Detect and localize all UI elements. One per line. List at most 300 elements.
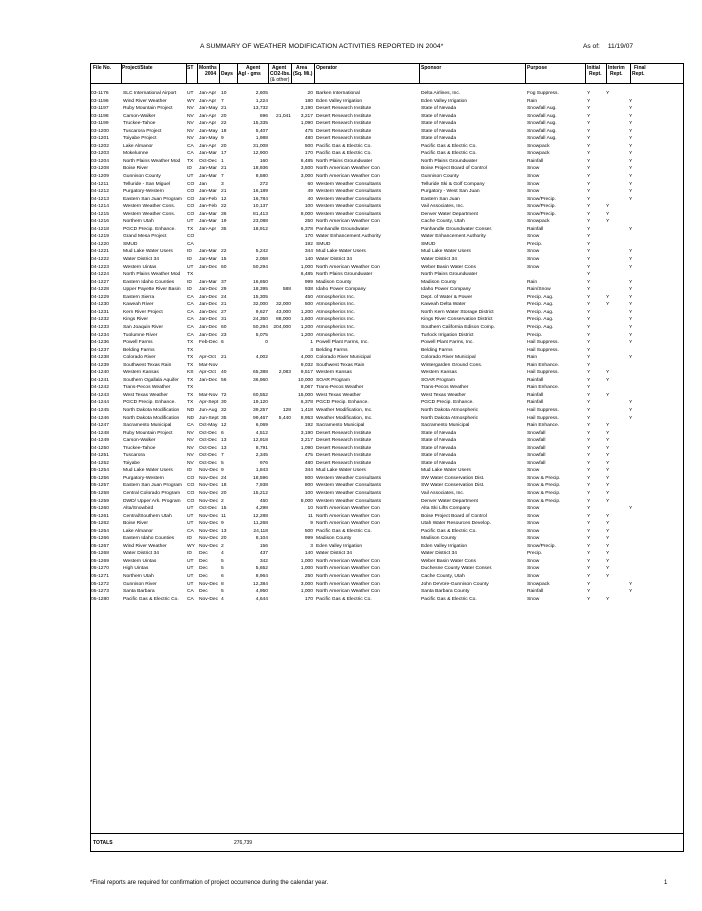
cell-final-rept: Y <box>629 407 633 413</box>
cell-interim-rept: Y <box>606 558 610 564</box>
cell-initial-rept: Y <box>587 226 591 232</box>
cell-project: San Joaquin River <box>123 324 163 330</box>
cell-state: NV <box>187 113 194 119</box>
cell-state: CA <box>187 151 194 157</box>
cell-purpose: Hail Suppress. <box>527 370 559 376</box>
cell-project: North Plains Weather Mod <box>123 272 181 278</box>
cell-operator: North Plains Groundwater <box>316 158 373 164</box>
cell-agent-agi: 31,008 <box>253 143 268 149</box>
cell-file-no: 04-1213 <box>91 196 109 202</box>
cell-months: Nov-Dec <box>199 468 219 474</box>
cell-initial-rept: Y <box>587 106 591 112</box>
cell-initial-rept: Y <box>587 506 591 512</box>
cell-initial-rept: Y <box>587 528 591 534</box>
cell-operator: Western Kansas <box>316 370 352 376</box>
cell-area: 999 <box>304 279 313 285</box>
cell-purpose: Snow <box>527 257 540 263</box>
cell-months: Jan-Dec <box>199 317 218 323</box>
cell-state: WY <box>187 543 195 549</box>
cell-project: North Plains Weather Mod <box>123 158 181 164</box>
cell-purpose: Snow & Precip. <box>527 483 561 489</box>
cell-initial-rept: Y <box>587 581 591 587</box>
cell-sponsor: PGCD Precip. Enhance. <box>421 400 474 406</box>
cell-initial-rept: Y <box>587 558 591 564</box>
cell-project: Toiyabe Project <box>123 136 157 142</box>
cell-agent-agi: 50,294 <box>253 264 268 270</box>
cell-state: TX <box>187 385 194 391</box>
cell-final-rept: Y <box>629 226 633 232</box>
cell-project: Tuscarora Project <box>123 128 162 134</box>
cell-months: Oct-Dec <box>199 158 217 164</box>
cell-area: 3 <box>310 543 313 549</box>
cell-initial-rept: Y <box>587 483 591 489</box>
cell-file-no: 04-1247 <box>91 423 109 429</box>
cell-project: Powell Farms <box>123 340 153 346</box>
cell-operator: North American Weather Con <box>316 166 380 172</box>
cell-area: 1,200 <box>300 324 313 330</box>
header-final-rept: Rept. <box>632 71 645 77</box>
cell-purpose: Snow <box>527 536 540 542</box>
cell-days: 11 <box>221 513 227 519</box>
cell-purpose: Snowfall Aug. <box>527 121 557 127</box>
cell-purpose: Snow <box>527 264 540 270</box>
cell-final-rept: Y <box>629 264 633 270</box>
cell-purpose: Snow <box>527 513 540 519</box>
cell-sponsor: Telluride Ski & Golf Company <box>421 181 485 187</box>
cell-days: 6 <box>221 340 224 346</box>
cell-final-rept: Y <box>629 294 633 300</box>
cell-area: 4,000 <box>300 355 313 361</box>
cell-final-rept: Y <box>629 279 633 285</box>
cell-project: Mud Lake Water Users <box>123 468 173 474</box>
cell-agent-agi: 976 <box>259 460 268 466</box>
cell-state: TX <box>187 355 194 361</box>
cell-sponsor: Kaweah Delta Water <box>421 302 466 308</box>
table-row <box>91 158 683 166</box>
table-row <box>91 482 683 490</box>
cell-agent-agi: 4,644 <box>255 596 268 602</box>
cell-interim-rept: Y <box>606 370 610 376</box>
cell-days: 72 <box>221 392 227 398</box>
cell-operator: Pacific Gas & Electric Co. <box>316 143 372 149</box>
table-row <box>91 279 683 287</box>
cell-agent-agi: 450 <box>259 498 268 504</box>
cell-operator: Atmospherics Inc. <box>316 332 355 338</box>
cell-days: 7 <box>221 453 224 459</box>
cell-initial-rept: Y <box>587 490 591 496</box>
header-agent-agi: Agent <box>246 65 261 71</box>
cell-agent-co2: 2,083 <box>278 370 291 376</box>
cell-project: Boise River <box>123 521 149 527</box>
cell-sponsor: Purgatory - West San Juan <box>421 189 480 195</box>
cell-agent-agi: 5,652 <box>255 566 268 572</box>
cell-state: UT <box>187 264 194 270</box>
cell-file-no: 05-1257 <box>91 483 109 489</box>
cell-state: UT <box>187 219 194 225</box>
col-divider <box>219 63 220 83</box>
cell-sponsor: Boise Project Board of Control <box>421 513 487 519</box>
cell-agent-co2: 204,000 <box>273 324 291 330</box>
cell-months: Nov-Dec <box>199 513 219 519</box>
cell-agent-agi: 15,305 <box>253 294 268 300</box>
cell-agent-agi: 8,580 <box>255 174 268 180</box>
cell-initial-rept: Y <box>587 287 591 293</box>
cell-days: 13 <box>221 438 227 444</box>
cell-area: 9,032 <box>300 362 313 368</box>
cell-project: Tuscarora <box>123 453 145 459</box>
table-row <box>91 105 683 113</box>
cell-final-rept: Y <box>629 196 633 202</box>
cell-state: CO <box>187 498 195 504</box>
cell-agent-agi: 19,120 <box>253 400 268 406</box>
cell-days: 21 <box>221 106 227 112</box>
cell-initial-rept: Y <box>587 158 591 164</box>
table-row <box>91 520 683 528</box>
cell-interim-rept: Y <box>606 536 610 542</box>
cell-area: 192 <box>304 423 313 429</box>
cell-file-no: 03-1198 <box>91 113 109 119</box>
cell-days: 29 <box>221 287 227 293</box>
cell-purpose: Rain <box>527 355 538 361</box>
cell-days: 19 <box>221 219 227 225</box>
cell-agent-agi: 50,294 <box>253 324 268 330</box>
cell-days: 7 <box>221 174 224 180</box>
cell-sponsor: Eastern San Juan <box>421 196 460 202</box>
table-row <box>91 286 683 294</box>
cell-file-no: 04-1218 <box>91 226 109 232</box>
cell-file-no: 05-1262 <box>91 521 109 527</box>
cell-agent-agi: 5,075 <box>255 332 268 338</box>
cell-sponsor: Vail Associates, Inc. <box>421 204 465 210</box>
cell-area: 100 <box>304 490 313 496</box>
cell-operator: SOAR Program <box>316 377 350 383</box>
cell-initial-rept: Y <box>587 475 591 481</box>
cell-initial-rept: Y <box>587 272 591 278</box>
cell-operator: Western Weather Consultants <box>316 483 382 489</box>
cell-sponsor: Pacific Gas & Electric Co. <box>421 596 477 602</box>
cell-agent-agi: 696 <box>259 113 268 119</box>
cell-file-no: 05-1267 <box>91 543 109 549</box>
cell-initial-rept: Y <box>587 143 591 149</box>
cell-interim-rept: Y <box>606 302 610 308</box>
cell-months: Jan-Apr <box>199 113 217 119</box>
cell-months: Jan-Mar <box>199 174 217 180</box>
table-row <box>91 98 683 106</box>
cell-months: Dec <box>199 566 208 572</box>
table-row <box>91 294 683 302</box>
table-body <box>91 90 683 603</box>
table-row <box>91 233 683 241</box>
cell-file-no: 03-1209 <box>91 174 109 180</box>
cell-file-no: 04-1238 <box>91 355 109 361</box>
cell-purpose: Rain Enhance. <box>527 385 560 391</box>
cell-purpose: Snow & Precip. <box>527 498 561 504</box>
cell-file-no: 04-1246 <box>91 415 109 421</box>
cell-area: 1,200 <box>300 332 313 338</box>
cell-months: Jan-Dec <box>199 264 218 270</box>
cell-purpose: Hail Suppress. <box>527 340 559 346</box>
cell-months: Feb-Dec <box>199 340 218 346</box>
cell-initial-rept: Y <box>587 302 591 308</box>
cell-project: Ruby Mountain Project <box>123 106 173 112</box>
cell-purpose: Snow/Precip. <box>527 543 556 549</box>
cell-agent-agi: 1,843 <box>255 468 268 474</box>
cell-initial-rept: Y <box>587 309 591 315</box>
cell-file-no: 05-1270 <box>91 566 109 572</box>
cell-operator: Western Weather Consultants <box>316 189 382 195</box>
cell-days: 40 <box>221 370 227 376</box>
cell-file-no: 04-1240 <box>91 370 109 376</box>
table-row <box>91 339 683 347</box>
cell-sponsor: State of Nevada <box>421 136 457 142</box>
cell-initial-rept: Y <box>587 211 591 217</box>
cell-file-no: 05-1268 <box>91 551 109 557</box>
cell-initial-rept: Y <box>587 589 591 595</box>
cell-area: 9 <box>310 521 313 527</box>
header-divider <box>90 83 684 84</box>
cell-area: 1,418 <box>300 407 313 413</box>
cell-purpose: Rain Enhance. <box>527 423 560 429</box>
cell-final-rept: Y <box>629 98 633 104</box>
cell-months: Jan-Mar <box>199 151 217 157</box>
cell-operator: North American Weather Con <box>316 513 380 519</box>
cell-purpose: Snow/Precip. <box>527 211 556 217</box>
cell-days: 20 <box>221 490 227 496</box>
cell-file-no: 03-1196 <box>91 98 109 104</box>
cell-days: 6 <box>221 574 224 579</box>
cell-operator: North American Weather Con <box>316 581 380 587</box>
cell-file-no: 03-1208 <box>91 166 109 172</box>
cell-months: Jan-May <box>199 136 218 142</box>
cell-agent-agi: 8,104 <box>255 536 268 542</box>
cell-state: CO <box>187 475 195 481</box>
cell-state: UT <box>187 174 194 180</box>
cell-area: 3,217 <box>300 438 313 444</box>
cell-interim-rept: Y <box>606 453 610 459</box>
col-divider <box>186 63 187 83</box>
table-row <box>91 150 683 158</box>
table-row <box>91 90 683 98</box>
cell-agent-agi: 12,918 <box>253 438 268 444</box>
col-divider <box>585 63 586 83</box>
cell-project: Wind River Weather <box>123 543 167 549</box>
cell-state: CO <box>187 211 195 217</box>
cell-sponsor: State of Nevada <box>421 453 457 459</box>
cell-days: 30 <box>221 400 227 406</box>
cell-project: SLC International Airport <box>123 91 177 96</box>
cell-interim-rept: Y <box>606 468 610 474</box>
cell-initial-rept: Y <box>587 279 591 285</box>
cell-agent-co2: 88,000 <box>276 317 291 323</box>
cell-purpose: Rainfall <box>527 377 544 383</box>
cell-file-no: 05-1256 <box>91 475 109 481</box>
cell-sponsor: Duchesne County Water Conser. <box>421 566 493 572</box>
cell-file-no: 05-1261 <box>91 513 109 519</box>
cell-initial-rept: Y <box>587 513 591 519</box>
cell-initial-rept: Y <box>587 324 591 330</box>
cell-operator: Belding Farms <box>316 347 348 353</box>
cell-months: Jan-Dec <box>199 302 218 308</box>
table-row <box>91 588 683 596</box>
cell-purpose: Snowfall Aug. <box>527 113 557 119</box>
cell-file-no: 04-1229 <box>91 294 109 300</box>
table-row <box>91 135 683 143</box>
col-divider <box>197 63 198 83</box>
cell-agent-agi: 4,298 <box>255 506 268 512</box>
cell-purpose: Rainfall <box>527 158 544 164</box>
table-row <box>91 354 683 362</box>
col-divider <box>419 63 420 83</box>
cell-file-no: 03-1176 <box>91 91 109 96</box>
cell-project: Mud Lake Water Users <box>123 249 173 255</box>
cell-sponsor: John DeVore-Gunnison County <box>421 581 489 587</box>
cell-purpose: Precip. Aug. <box>527 309 554 315</box>
cell-state: NV <box>187 430 194 436</box>
cell-area: 3,217 <box>300 113 313 119</box>
cell-agent-agi: 1,988 <box>255 136 268 142</box>
table-row <box>91 513 683 521</box>
cell-file-no: 04-1242 <box>91 385 109 391</box>
cell-operator: Desert Research Institute <box>316 128 372 134</box>
cell-initial-rept: Y <box>587 521 591 527</box>
cell-purpose: Rainfall <box>527 226 544 232</box>
cell-area: 170 <box>304 596 313 602</box>
cell-final-rept: Y <box>629 287 633 293</box>
cell-days: 9 <box>221 136 224 142</box>
cell-area: 1,000 <box>300 558 313 564</box>
cell-area: 500 <box>304 528 313 534</box>
cell-initial-rept: Y <box>587 294 591 300</box>
cell-area: 800 <box>304 475 313 481</box>
cell-months: Nov-Dec <box>199 596 219 602</box>
cell-state: TX <box>187 377 194 383</box>
cell-area: 8,000 <box>300 498 313 504</box>
cell-initial-rept: Y <box>587 566 591 572</box>
cell-purpose: Snow/Precip. <box>527 204 556 210</box>
cell-file-no: 04-1241 <box>91 377 109 383</box>
cell-sponsor: Weber Basin Water Cons <box>421 264 476 270</box>
cell-agent-co2: 43,000 <box>276 309 291 315</box>
cell-purpose: Precip. Aug. <box>527 324 554 330</box>
cell-state: TX <box>187 347 194 353</box>
cell-final-rept: Y <box>629 136 633 142</box>
cell-area: 170 <box>304 151 313 157</box>
cell-sponsor: North Kern Water Storage District <box>421 309 494 315</box>
cell-days: 37 <box>221 279 227 285</box>
cell-state: NV <box>187 128 194 134</box>
cell-state: NV <box>187 121 194 127</box>
cell-file-no: 04-1219 <box>91 234 109 240</box>
cell-agent-agi: 10,137 <box>253 204 268 210</box>
cell-sponsor: Weber Basin Water Cons <box>421 558 476 564</box>
cell-area: 999 <box>304 536 313 542</box>
cell-initial-rept: Y <box>587 241 591 247</box>
cell-area: 3,000 <box>300 581 313 587</box>
cell-file-no: 04-1249 <box>91 438 109 444</box>
table-row <box>91 467 683 475</box>
cell-agent-agi: 11,268 <box>253 521 268 527</box>
cell-state: TX <box>187 158 194 164</box>
cell-state: CA <box>187 332 194 338</box>
cell-agent-agi: 2,345 <box>255 453 268 459</box>
cell-area: 192 <box>304 241 313 247</box>
cell-initial-rept: Y <box>587 362 591 368</box>
cell-file-no: 03-1201 <box>91 136 109 142</box>
cell-area: 500 <box>304 302 313 308</box>
cell-initial-rept: Y <box>587 196 591 202</box>
cell-purpose: Snow <box>527 558 540 564</box>
cell-days: 5 <box>221 460 224 466</box>
cell-state: ID <box>187 287 192 293</box>
cell-project: Colorado River <box>123 355 156 361</box>
cell-agent-agi: 16,650 <box>253 279 268 285</box>
cell-file-no: 04-1224 <box>91 272 109 278</box>
cell-purpose: Snow & Precip. <box>527 475 561 481</box>
cell-purpose: Snow <box>527 574 540 579</box>
cell-state: UT <box>187 574 194 579</box>
cell-state: ID <box>187 468 192 474</box>
cell-final-rept: Y <box>629 106 633 112</box>
cell-purpose: Precip. <box>527 551 543 557</box>
cell-state: CO <box>187 204 195 210</box>
cell-area: 100 <box>304 204 313 210</box>
cell-sponsor: Denver Water Department <box>421 211 478 217</box>
cell-final-rept: Y <box>629 317 633 323</box>
col-divider <box>525 63 526 83</box>
cell-initial-rept: Y <box>587 355 591 361</box>
cell-months: Oct-Dec <box>199 460 217 466</box>
cell-initial-rept: Y <box>587 347 591 353</box>
table-row <box>91 173 683 181</box>
cell-agent-co2: 21,041 <box>276 113 291 119</box>
cell-days: 32 <box>221 407 227 413</box>
cell-months: Dec <box>199 589 208 595</box>
cell-project: Kern River Project <box>123 309 163 315</box>
cell-area: 49 <box>307 189 313 195</box>
header-purpose: Purpose <box>527 65 548 71</box>
cell-months: Jan-Mar <box>199 249 217 255</box>
cell-months: Jan <box>199 181 207 187</box>
cell-interim-rept: Y <box>606 438 610 444</box>
cell-agent-co2: 128 <box>282 407 291 413</box>
cell-area: 140 <box>304 551 313 557</box>
cell-sponsor: Belding Farms <box>421 347 453 353</box>
cell-file-no: 04-1222 <box>91 257 109 263</box>
cell-area: 170 <box>304 234 313 240</box>
cell-operator: Desert Research Institute <box>316 430 372 436</box>
cell-operator: Southwest Texas Rain <box>316 362 365 368</box>
cell-state: CA <box>187 423 194 429</box>
cell-interim-rept: Y <box>606 219 610 225</box>
table-row <box>91 113 683 121</box>
cell-project: Belding Farms <box>123 347 155 353</box>
cell-interim-rept: Y <box>606 566 610 572</box>
cell-project: Ruby Mountain Project <box>123 430 173 436</box>
cell-final-rept: Y <box>629 189 633 195</box>
cell-file-no: 04-1243 <box>91 392 109 398</box>
cell-purpose: Snow <box>527 249 540 255</box>
cell-sponsor: Madison County <box>421 279 457 285</box>
table-row <box>91 445 683 453</box>
cell-sponsor: State of Nevada <box>421 106 457 112</box>
cell-sponsor: Eden Valley Irrigation <box>421 98 468 104</box>
cell-final-rept: Y <box>629 121 633 127</box>
cell-file-no: 05-1280 <box>91 596 109 602</box>
cell-months: Jan-Mar <box>199 211 217 217</box>
cell-days: 35 <box>221 415 227 421</box>
cell-days: 31 <box>221 317 227 323</box>
cell-agent-agi: 156 <box>259 543 268 549</box>
